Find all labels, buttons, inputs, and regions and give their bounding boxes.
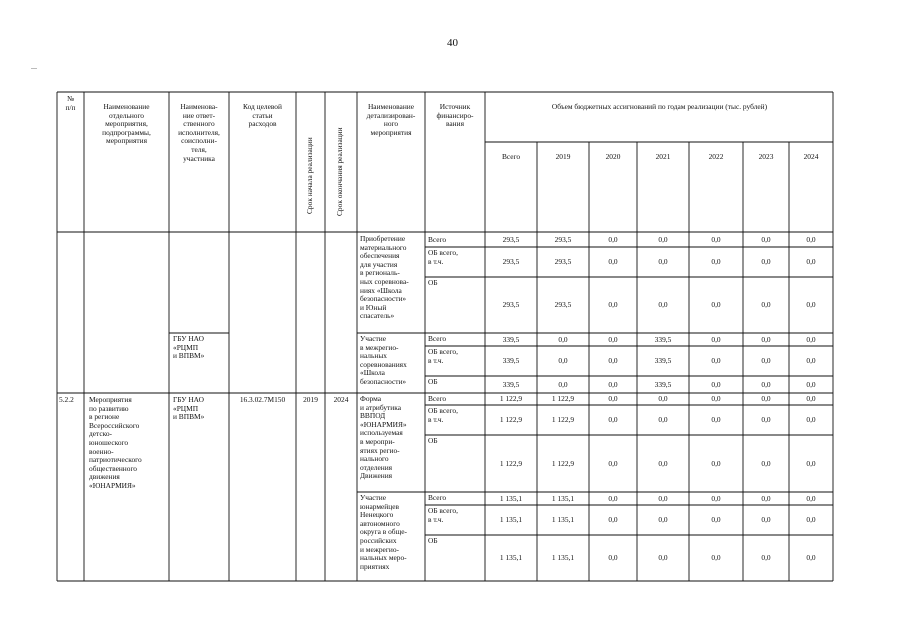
value-cell: 0,0 — [608, 495, 618, 503]
value-cell: 0,0 — [806, 301, 816, 309]
detail-event: Приобретение материального обеспечения для участия в региональ- ных соревнова- ниях «Школа безопасности» и Юный спасатель» — [360, 235, 409, 321]
value-cell: 0,0 — [761, 258, 771, 266]
value-cell: 0,0 — [761, 395, 771, 403]
value-cell: 0,0 — [608, 416, 618, 424]
header-start: Срок начала реализации — [305, 137, 314, 214]
value-cell: 339,5 — [502, 357, 520, 365]
value-cell: 1 122,9 — [551, 460, 575, 468]
source-ob: ОБ — [428, 437, 438, 445]
value-cell: 0,0 — [711, 301, 721, 309]
value-cell: 0,0 — [658, 495, 668, 503]
value-cell: 0,0 — [608, 381, 618, 389]
value-cell: 0,0 — [658, 516, 668, 524]
value-cell: 339,5 — [654, 336, 672, 344]
value-cell: 0,0 — [806, 554, 816, 562]
detail-event: Форма и атрибутика ВВПОД «ЮНАРМИЯ» используемая в меропри- ятиях регио- нального отделения Движения — [360, 395, 407, 481]
year-header: 2022 — [708, 153, 724, 161]
value-cell: 0,0 — [608, 554, 618, 562]
value-cell: 0,0 — [761, 495, 771, 503]
value-cell: 0,0 — [608, 460, 618, 468]
value-cell: 0,0 — [711, 258, 721, 266]
source-total: Всего — [428, 395, 447, 403]
item-name: Мероприятия по развитию в регионе Всероссийского детско- юношеского военно- патриотического общественного движения «ЮНАРМИЯ» — [89, 396, 142, 490]
source-ob: ОБ — [428, 537, 438, 545]
source-ob-incl: ОБ всего, в т.ч. — [428, 348, 458, 365]
header-end: Срок окончания реализации — [335, 127, 344, 216]
value-cell: 0,0 — [608, 258, 618, 266]
value-cell: 293,5 — [502, 258, 520, 266]
value-cell: 0,0 — [711, 554, 721, 562]
value-cell: 0,0 — [806, 516, 816, 524]
value-cell: 1 135,1 — [499, 495, 523, 503]
value-cell: 1 135,1 — [551, 554, 575, 562]
value-cell: 0,0 — [806, 395, 816, 403]
value-cell: 0,0 — [761, 416, 771, 424]
value-cell: 0,0 — [806, 416, 816, 424]
year-header: 2020 — [605, 153, 621, 161]
value-cell: 0,0 — [761, 381, 771, 389]
value-cell: 1 135,1 — [499, 554, 523, 562]
value-cell: 0,0 — [711, 495, 721, 503]
value-cell: 0,0 — [711, 516, 721, 524]
value-cell: 0,0 — [608, 301, 618, 309]
value-cell: 0,0 — [711, 395, 721, 403]
executor-upper: ГБУ НАО «РЦМП и ВПВМ» — [173, 335, 205, 361]
value-cell: 0,0 — [658, 395, 668, 403]
value-cell: 0,0 — [658, 258, 668, 266]
detail-event: Участие юнармейцев Ненецкого автономного округа в обще- российских и межрегио- нальных меро- приятиях — [360, 494, 407, 571]
value-cell: 0,0 — [658, 460, 668, 468]
source-total: Всего — [428, 236, 447, 244]
value-cell: 1 135,1 — [551, 516, 575, 524]
value-cell: 0,0 — [558, 336, 568, 344]
value-cell: 293,5 — [502, 301, 520, 309]
source-total: Всего — [428, 335, 447, 343]
value-cell: 0,0 — [658, 301, 668, 309]
value-cell: 1 122,9 — [499, 416, 523, 424]
value-cell: 0,0 — [608, 357, 618, 365]
value-cell: 0,0 — [608, 395, 618, 403]
source-ob: ОБ — [428, 378, 438, 386]
value-cell: 0,0 — [806, 357, 816, 365]
value-cell: 0,0 — [711, 381, 721, 389]
item-end: 2024 — [333, 396, 349, 404]
header-budget: Объем бюджетных ассигнований по годам реализации (тыс. рублей) — [551, 103, 768, 111]
value-cell: 0,0 — [608, 516, 618, 524]
value-cell: 0,0 — [658, 236, 668, 244]
value-cell: 1 122,9 — [499, 395, 523, 403]
header-source: Источник финансиро- вания — [436, 103, 474, 129]
value-cell: 1 122,9 — [499, 460, 523, 468]
value-cell: 339,5 — [654, 357, 672, 365]
value-cell: 339,5 — [502, 381, 520, 389]
header-executor: Наименова- ние ответ- ственного исполнителя, соисполни- теля, участника — [178, 103, 220, 163]
value-cell: 293,5 — [502, 236, 520, 244]
value-cell: 0,0 — [558, 357, 568, 365]
value-cell: 1 122,9 — [551, 416, 575, 424]
source-ob-incl: ОБ всего, в т.ч. — [428, 249, 458, 266]
value-cell: 0,0 — [761, 554, 771, 562]
value-cell: 0,0 — [711, 357, 721, 365]
year-header: 2019 — [555, 153, 571, 161]
source-ob-incl: ОБ всего, в т.ч. — [428, 507, 458, 524]
year-header: 2024 — [803, 153, 819, 161]
header-name: Наименование отдельного мероприятия, подпрограммы, мероприятия — [102, 103, 151, 146]
header-number: № п/п — [65, 95, 76, 112]
value-cell: 0,0 — [761, 336, 771, 344]
value-cell: 0,0 — [761, 301, 771, 309]
item-code: 16.3.02.7М150 — [239, 396, 286, 404]
value-cell: 0,0 — [558, 381, 568, 389]
value-cell: 0,0 — [711, 416, 721, 424]
year-header: 2021 — [655, 153, 671, 161]
value-cell: 0,0 — [658, 416, 668, 424]
item-number: 5.2.2 — [59, 396, 74, 404]
value-cell: 0,0 — [806, 460, 816, 468]
value-cell: 0,0 — [761, 357, 771, 365]
header-detail: Наименование детализирован- ного мероприятия — [366, 103, 416, 137]
value-cell: 0,0 — [806, 258, 816, 266]
value-cell: 0,0 — [658, 554, 668, 562]
value-cell: 0,0 — [806, 381, 816, 389]
detail-event: Участие в межрегио- нальных соревнованиях «Школа безопасности» — [360, 335, 407, 386]
value-cell: 1 135,1 — [551, 495, 575, 503]
value-cell: 1 135,1 — [499, 516, 523, 524]
value-cell: 0,0 — [711, 336, 721, 344]
item-executor: ГБУ НАО «РЦМП и ВПВМ» — [173, 396, 205, 422]
value-cell: 0,0 — [608, 236, 618, 244]
value-cell: 0,0 — [806, 495, 816, 503]
year-header: 2023 — [758, 153, 774, 161]
value-cell: 0,0 — [761, 236, 771, 244]
value-cell: 293,5 — [554, 301, 572, 309]
value-cell: 0,0 — [761, 516, 771, 524]
header-code: Код целевой статьи расходов — [243, 103, 282, 129]
source-ob: ОБ — [428, 279, 438, 287]
source-total: Всего — [428, 494, 447, 502]
value-cell: 339,5 — [654, 381, 672, 389]
item-start: 2019 — [303, 396, 318, 404]
value-cell: 0,0 — [806, 336, 816, 344]
source-ob-incl: ОБ всего, в т.ч. — [428, 407, 458, 424]
value-cell: 339,5 — [502, 336, 520, 344]
value-cell: 0,0 — [608, 336, 618, 344]
value-cell: 0,0 — [711, 460, 721, 468]
year-header: Всего — [501, 153, 521, 161]
value-cell: 293,5 — [554, 258, 572, 266]
value-cell: 0,0 — [761, 460, 771, 468]
value-cell: 0,0 — [806, 236, 816, 244]
value-cell: 1 122,9 — [551, 395, 575, 403]
value-cell: 0,0 — [711, 236, 721, 244]
value-cell: 293,5 — [554, 236, 572, 244]
page-number: 40 — [447, 37, 458, 49]
